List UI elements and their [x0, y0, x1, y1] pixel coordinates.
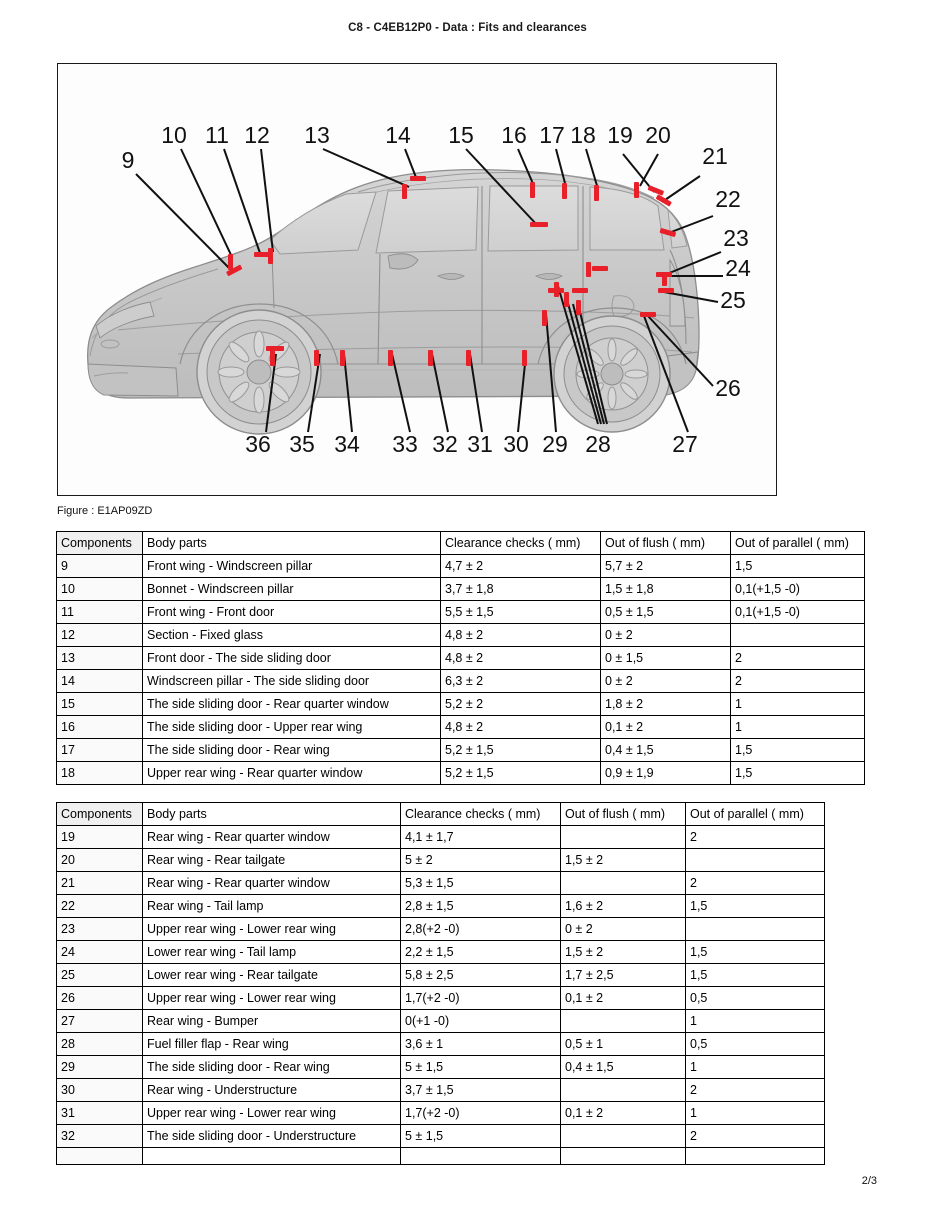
callout-33: 33	[392, 431, 418, 457]
cell-r5-c2: 2,2 ± 1,5	[401, 941, 561, 964]
cell-r10-c4: 1	[686, 1056, 825, 1079]
table-row-truncated	[57, 1148, 825, 1165]
callout-28: 28	[585, 431, 611, 457]
cell-r1-c4	[686, 849, 825, 872]
cell-r8-c1: The side sliding door - Rear wing	[143, 739, 441, 762]
cell-r8-c0: 27	[57, 1010, 143, 1033]
cell-r3-c2: 4,8 ± 2	[441, 624, 601, 647]
cell-r0-c1: Rear wing - Rear quarter window	[143, 826, 401, 849]
column-header-1: Body parts	[143, 532, 441, 555]
cell-r9-c0: 18	[57, 762, 143, 785]
table-row	[57, 739, 865, 762]
cell-r0-c4: 1,5	[731, 555, 865, 578]
callout-25: 25	[720, 287, 746, 313]
cell-r3-c2: 2,8 ± 1,5	[401, 895, 561, 918]
callout-20: 20	[645, 122, 671, 148]
callout-34: 34	[334, 431, 360, 457]
table-row	[57, 693, 865, 716]
cell-r5-c4: 1,5	[686, 941, 825, 964]
cell-r6-c2: 5,8 ± 2,5	[401, 964, 561, 987]
cell-r11-c3	[561, 1079, 686, 1102]
cell-r2-c2: 5,5 ± 1,5	[441, 601, 601, 624]
table-row	[57, 895, 825, 918]
cell-r0-c1: Front wing - Windscreen pillar	[143, 555, 441, 578]
cell-r1-c0: 10	[57, 578, 143, 601]
table-row	[57, 872, 825, 895]
cell-r2-c1: Rear wing - Rear quarter window	[143, 872, 401, 895]
column-header-1: Body parts	[143, 803, 401, 826]
table-header-row	[57, 532, 865, 555]
cell-r8-c3	[561, 1010, 686, 1033]
cell-r8-c2: 5,2 ± 1,5	[441, 739, 601, 762]
table-row	[57, 826, 825, 849]
column-header-3: Out of flush ( mm)	[601, 532, 731, 555]
clearance-table-1-body	[57, 532, 865, 785]
cell-r9-c1: Upper rear wing - Rear quarter window	[143, 762, 441, 785]
cell-r7-c0: 26	[57, 987, 143, 1010]
cell-r2-c2: 5,3 ± 1,5	[401, 872, 561, 895]
cell-r4-c3: 0 ± 2	[561, 918, 686, 941]
table-row	[57, 647, 865, 670]
cell-r14-c4	[686, 1148, 825, 1165]
cell-r3-c4	[731, 624, 865, 647]
cell-r7-c2: 4,8 ± 2	[441, 716, 601, 739]
cell-r13-c2: 5 ± 1,5	[401, 1125, 561, 1148]
cell-r3-c0: 22	[57, 895, 143, 918]
table-row	[57, 762, 865, 785]
cell-r12-c3: 0,1 ± 2	[561, 1102, 686, 1125]
cell-r5-c2: 6,3 ± 2	[441, 670, 601, 693]
cell-r6-c2: 5,2 ± 2	[441, 693, 601, 716]
cell-r3-c3: 0 ± 2	[601, 624, 731, 647]
cell-r4-c1: Upper rear wing - Lower rear wing	[143, 918, 401, 941]
table-row	[57, 601, 865, 624]
table-row	[57, 918, 825, 941]
cell-r13-c3	[561, 1125, 686, 1148]
column-header-0: Components	[57, 803, 143, 826]
callout-9: 9	[121, 147, 135, 173]
column-header-2: Clearance checks ( mm)	[401, 803, 561, 826]
column-header-4: Out of parallel ( mm)	[731, 532, 865, 555]
cell-r1-c3: 1,5 ± 1,8	[601, 578, 731, 601]
table-row	[57, 1056, 825, 1079]
cell-r9-c4: 0,5	[686, 1033, 825, 1056]
cell-r8-c0: 17	[57, 739, 143, 762]
callout-19: 19	[607, 122, 633, 148]
callout-31: 31	[467, 431, 493, 457]
table-row	[57, 987, 825, 1010]
cell-r13-c0: 32	[57, 1125, 143, 1148]
cell-r5-c0: 24	[57, 941, 143, 964]
cell-r7-c3: 0,1 ± 2	[601, 716, 731, 739]
cell-r5-c4: 2	[731, 670, 865, 693]
callout-11: 11	[205, 122, 229, 148]
cell-r6-c3: 1,7 ± 2,5	[561, 964, 686, 987]
cell-r2-c0: 21	[57, 872, 143, 895]
cell-r0-c0: 19	[57, 826, 143, 849]
cell-r8-c2: 0(+1 -0)	[401, 1010, 561, 1033]
cell-r4-c2: 4,8 ± 2	[441, 647, 601, 670]
cell-r7-c1: Upper rear wing - Lower rear wing	[143, 987, 401, 1010]
table-row	[57, 964, 825, 987]
column-header-3: Out of flush ( mm)	[561, 803, 686, 826]
cell-r1-c1: Bonnet - Windscreen pillar	[143, 578, 441, 601]
cell-r2-c0: 11	[57, 601, 143, 624]
clearance-table-2-body	[57, 803, 825, 1165]
table-row	[57, 849, 825, 872]
callout-16: 16	[501, 122, 527, 148]
cell-r5-c0: 14	[57, 670, 143, 693]
table-row	[57, 1125, 825, 1148]
cell-r9-c4: 1,5	[731, 762, 865, 785]
cell-r1-c3: 1,5 ± 2	[561, 849, 686, 872]
cell-r1-c4: 0,1(+1,5 -0)	[731, 578, 865, 601]
callout-26: 26	[715, 375, 741, 401]
cell-r11-c1: Rear wing - Understructure	[143, 1079, 401, 1102]
callout-24: 24	[725, 255, 751, 281]
cell-r12-c4: 1	[686, 1102, 825, 1125]
cell-r1-c2: 5 ± 2	[401, 849, 561, 872]
cell-r7-c3: 0,1 ± 2	[561, 987, 686, 1010]
table-row	[57, 1102, 825, 1125]
cell-r0-c0: 9	[57, 555, 143, 578]
cell-r6-c3: 1,8 ± 2	[601, 693, 731, 716]
cell-r10-c0: 29	[57, 1056, 143, 1079]
cell-r8-c3: 0,4 ± 1,5	[601, 739, 731, 762]
cell-r1-c0: 20	[57, 849, 143, 872]
callout-35: 35	[289, 431, 315, 457]
cell-r2-c3	[561, 872, 686, 895]
cell-r4-c0: 13	[57, 647, 143, 670]
cell-r0-c3: 5,7 ± 2	[601, 555, 731, 578]
cell-r9-c3: 0,5 ± 1	[561, 1033, 686, 1056]
callout-27: 27	[672, 431, 698, 457]
cell-r2-c3: 0,5 ± 1,5	[601, 601, 731, 624]
table-row	[57, 624, 865, 647]
cell-r9-c2: 5,2 ± 1,5	[441, 762, 601, 785]
cell-r4-c4: 2	[731, 647, 865, 670]
cell-r14-c0	[57, 1148, 143, 1165]
cell-r2-c4: 0,1(+1,5 -0)	[731, 601, 865, 624]
clearance-table-2	[56, 802, 825, 1165]
cell-r6-c1: Lower rear wing - Rear tailgate	[143, 964, 401, 987]
cell-r6-c4: 1,5	[686, 964, 825, 987]
cell-r8-c4: 1,5	[731, 739, 865, 762]
cell-r12-c2: 1,7(+2 -0)	[401, 1102, 561, 1125]
cell-r6-c0: 25	[57, 964, 143, 987]
figure-panel	[57, 63, 777, 496]
cell-r3-c1: Rear wing - Tail lamp	[143, 895, 401, 918]
table-header-row	[57, 803, 825, 826]
clearance-table-1	[56, 531, 865, 785]
callout-13: 13	[304, 122, 330, 148]
cell-r6-c0: 15	[57, 693, 143, 716]
cell-r1-c2: 3,7 ± 1,8	[441, 578, 601, 601]
cell-r9-c1: Fuel filler flap - Rear wing	[143, 1033, 401, 1056]
cell-r12-c0: 31	[57, 1102, 143, 1125]
cell-r4-c2: 2,8(+2 -0)	[401, 918, 561, 941]
cell-r13-c4: 2	[686, 1125, 825, 1148]
table-row	[57, 578, 865, 601]
cell-r11-c4: 2	[686, 1079, 825, 1102]
cell-r9-c3: 0,9 ± 1,9	[601, 762, 731, 785]
cell-r4-c0: 23	[57, 918, 143, 941]
callout-32: 32	[432, 431, 458, 457]
cell-r9-c0: 28	[57, 1033, 143, 1056]
cell-r3-c0: 12	[57, 624, 143, 647]
callout-30: 30	[503, 431, 529, 457]
cell-r7-c4: 0,5	[686, 987, 825, 1010]
cell-r3-c4: 1,5	[686, 895, 825, 918]
cell-r4-c1: Front door - The side sliding door	[143, 647, 441, 670]
page-number: 2/3	[861, 1175, 877, 1187]
cell-r13-c1: The side sliding door - Understructure	[143, 1125, 401, 1148]
document-header-title: C8 - C4EB12P0 - Data : Fits and clearances	[348, 22, 587, 34]
callout-21: 21	[702, 143, 728, 169]
cell-r14-c3	[561, 1148, 686, 1165]
cell-r7-c2: 1,7(+2 -0)	[401, 987, 561, 1010]
figure-caption: Figure : E1AP09ZD	[57, 505, 153, 517]
callout-36: 36	[245, 431, 271, 457]
cell-r1-c1: Rear wing - Rear tailgate	[143, 849, 401, 872]
cell-r10-c3: 0,4 ± 1,5	[561, 1056, 686, 1079]
cell-r11-c0: 30	[57, 1079, 143, 1102]
callout-15: 15	[448, 122, 474, 148]
vehicle-clearance-diagram	[58, 64, 777, 496]
callout-10: 10	[161, 122, 187, 148]
cell-r2-c4: 2	[686, 872, 825, 895]
table-row	[57, 670, 865, 693]
cell-r6-c1: The side sliding door - Rear quarter window	[143, 693, 441, 716]
table-row	[57, 555, 865, 578]
table-row	[57, 716, 865, 739]
cell-r10-c2: 5 ± 1,5	[401, 1056, 561, 1079]
table-row	[57, 1033, 825, 1056]
cell-r10-c1: The side sliding door - Rear wing	[143, 1056, 401, 1079]
table-row	[57, 941, 825, 964]
cell-r11-c2: 3,7 ± 1,5	[401, 1079, 561, 1102]
cell-r0-c2: 4,1 ± 1,7	[401, 826, 561, 849]
cell-r4-c3: 0 ± 1,5	[601, 647, 731, 670]
cell-r6-c4: 1	[731, 693, 865, 716]
column-header-2: Clearance checks ( mm)	[441, 532, 601, 555]
table-row	[57, 1079, 825, 1102]
cell-r5-c3: 0 ± 2	[601, 670, 731, 693]
cell-r0-c4: 2	[686, 826, 825, 849]
cell-r7-c1: The side sliding door - Upper rear wing	[143, 716, 441, 739]
cell-r5-c1: Windscreen pillar - The side sliding door	[143, 670, 441, 693]
callout-14: 14	[385, 122, 411, 148]
column-header-0: Components	[57, 532, 143, 555]
cell-r8-c1: Rear wing - Bumper	[143, 1010, 401, 1033]
callout-12: 12	[244, 122, 270, 148]
cell-r7-c4: 1	[731, 716, 865, 739]
cell-r5-c3: 1,5 ± 2	[561, 941, 686, 964]
cell-r0-c3	[561, 826, 686, 849]
cell-r7-c0: 16	[57, 716, 143, 739]
table-row	[57, 1010, 825, 1033]
cell-r14-c1	[143, 1148, 401, 1165]
front-wheel	[197, 310, 321, 434]
callout-29: 29	[542, 431, 568, 457]
cell-r8-c4: 1	[686, 1010, 825, 1033]
cell-r4-c4	[686, 918, 825, 941]
column-header-4: Out of parallel ( mm)	[686, 803, 825, 826]
cell-r3-c1: Section - Fixed glass	[143, 624, 441, 647]
callout-18: 18	[570, 122, 596, 148]
cell-r14-c2	[401, 1148, 561, 1165]
cell-r3-c3: 1,6 ± 2	[561, 895, 686, 918]
cell-r12-c1: Upper rear wing - Lower rear wing	[143, 1102, 401, 1125]
cell-r9-c2: 3,6 ± 1	[401, 1033, 561, 1056]
cell-r2-c1: Front wing - Front door	[143, 601, 441, 624]
cell-r0-c2: 4,7 ± 2	[441, 555, 601, 578]
callout-23: 23	[723, 225, 749, 251]
callout-22: 22	[715, 186, 741, 212]
cell-r5-c1: Lower rear wing - Tail lamp	[143, 941, 401, 964]
callout-17: 17	[539, 122, 565, 148]
